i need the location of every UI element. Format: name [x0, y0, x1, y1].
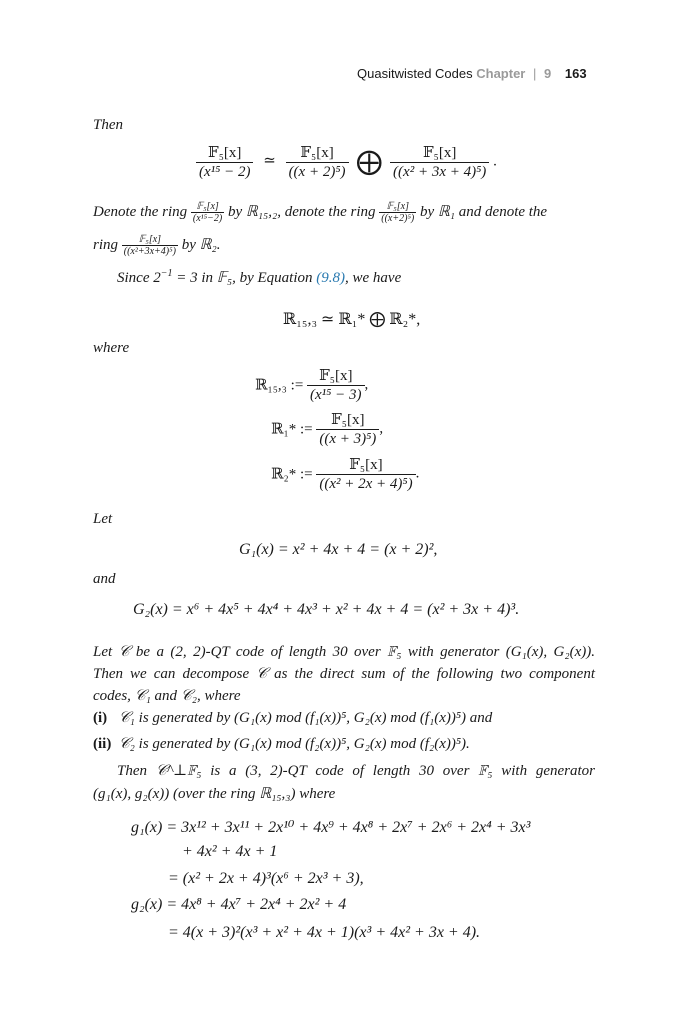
frac-r1	[286, 143, 349, 181]
small-frac-r1-num: 𝔽₅[x]	[386, 201, 409, 212]
def-R1-den: ((x + 3)⁵)	[316, 429, 379, 448]
where-label: where	[93, 340, 130, 356]
frac-r1-num: 𝔽₅[x]	[300, 145, 334, 161]
since-text-4: , we have	[345, 270, 402, 286]
def-R153-lhs: ℝ₁₅,₃ :=	[255, 377, 304, 394]
def-R1-frac	[316, 410, 379, 448]
denote-R152: ℝ₁₅,₂	[245, 203, 278, 220]
denote-text-3: , denote the ring	[277, 203, 376, 220]
small-frac-main-den: (x¹⁵−2)	[192, 213, 223, 224]
ring-by: by	[181, 236, 196, 253]
g2-line2: = 4(x + 3)²(x³ + x² + 4x + 1)(x³ + 4x² + 3x + 4).	[168, 924, 481, 941]
small-frac-r1-den: ((x+2)⁵)	[381, 213, 415, 224]
G1-equation: G₁(x) = x² + 4x + 4 = (x + 2)²,	[239, 541, 438, 558]
frac-r2	[390, 143, 489, 181]
def-R2-den: ((x² + 2x + 4)⁵)	[316, 474, 415, 493]
iso-symbol: ≃	[263, 153, 276, 170]
item-i-label: (i)	[93, 710, 108, 726]
ring-period: .	[216, 236, 221, 253]
let-label: Let	[93, 511, 113, 527]
header-chapter-number: 9	[544, 66, 552, 81]
def-R2-period: .	[415, 465, 420, 482]
item-ii	[93, 735, 470, 753]
dual-para-line1: Then 𝒞^⊥𝔽₅ is a (3, 2)-QT code of length 30 over 𝔽₅ with generator	[117, 763, 595, 779]
ring-R2: ℝ₂	[199, 236, 217, 253]
g1-line1: g₁(x) = 3x¹² + 3x¹¹ + 2x¹⁰ + 4x⁹ + 4x⁸ + 2x⁷ + 2x⁶ + 2x⁴ + 3x³	[131, 819, 531, 836]
item-i-text: 𝒞₁ is generated by (G₁(x) mod (f₁(x))⁵, G₂(x) mod (f₁(x))⁵) and	[118, 710, 493, 726]
small-frac-r2-den: ((x²+3x+4)⁵)	[123, 246, 176, 257]
frac-main-num: 𝔽₅[x]	[208, 145, 242, 161]
header-chapter-label: Chapter	[476, 66, 526, 81]
G2-equation: G₂(x) = x⁶ + 4x⁵ + 4x⁴ + 4x³ + x² + 4x + 4 = (x² + 3x + 4)³.	[133, 601, 520, 618]
dual-para-line2: (g₁(x), g₂(x)) (over the ring ℝ₁₅,₃) where	[93, 786, 336, 802]
equation-ref-link[interactable]: (9.8)	[316, 270, 346, 286]
qt-code-para-line3: codes, 𝒞₁ and 𝒞₂, where	[93, 688, 241, 704]
denote-text-5: and denote the	[458, 203, 548, 220]
frac-r2-num: 𝔽₅[x]	[422, 145, 457, 161]
since-text-2: = 3 in	[176, 270, 214, 286]
main-isomorphism	[196, 143, 497, 181]
since-line	[117, 268, 401, 287]
def-R153-den: (x¹⁵ − 3)	[307, 385, 364, 404]
and-label: and	[93, 571, 116, 587]
since-text-3: , by Equation	[232, 270, 313, 286]
ring-line	[93, 234, 220, 257]
then-label: Then	[93, 117, 123, 133]
frac-main	[196, 143, 253, 181]
since-text-1: Since 2	[117, 270, 161, 286]
def-R1-num: 𝔽₅[x]	[331, 412, 365, 428]
def-R1	[271, 410, 383, 448]
header-title: Quasitwisted Codes	[357, 66, 473, 81]
small-frac-main	[191, 201, 224, 224]
frac-r2-den: ((x² + 3x + 4)⁵)	[390, 162, 489, 181]
def-R153	[255, 366, 368, 404]
since-inverse-sup: −1	[160, 268, 173, 279]
def-R153-num: 𝔽₅[x]	[319, 368, 353, 384]
def-R2-lhs: ℝ₂* :=	[271, 466, 313, 483]
ring-word: ring	[93, 236, 119, 253]
denote-text-2: by	[227, 203, 243, 220]
denote-line	[93, 201, 547, 224]
oplus-symbol: ⨁	[356, 147, 383, 176]
frac-main-den: (x¹⁵ − 2)	[196, 162, 253, 181]
decomposition-eq: ℝ₁₅,₃ ≃ ℝ₁* ⨁ ℝ₂*,	[283, 311, 421, 328]
running-header	[357, 66, 587, 81]
since-F5: 𝔽₅	[216, 270, 233, 286]
qt-code-para-line1: Let 𝒞 be a (2, 2)-QT code of length 30 over 𝔽₅ with generator (G₁(x), G₂(x)).	[93, 644, 595, 660]
def-R1-lhs: ℝ₁* :=	[271, 421, 313, 438]
item-ii-label: (ii)	[93, 736, 112, 752]
header-separator: |	[533, 66, 537, 81]
g1-line2: + 4x² + 4x + 1	[182, 843, 278, 860]
item-i	[93, 709, 492, 727]
item-ii-text: 𝒞₂ is generated by (G₁(x) mod (f₂(x))⁵, G₂(x) mod (f₂(x))⁵).	[118, 736, 470, 752]
denote-text-4: by	[420, 203, 435, 220]
def-R153-frac	[307, 366, 364, 404]
qt-code-para-line2: Then we can decompose 𝒞 as the direct sum of the following two component	[93, 666, 595, 682]
def-R2	[271, 455, 419, 493]
denote-R1: ℝ₁	[437, 203, 456, 220]
small-frac-main-num: 𝔽₅[x]	[196, 201, 219, 212]
def-R2-frac	[316, 455, 415, 493]
denote-text-1: Denote the ring	[93, 203, 188, 220]
period: .	[493, 153, 497, 170]
small-frac-r1	[379, 201, 416, 224]
page-number: 163	[564, 66, 587, 81]
def-R1-comma: ,	[379, 420, 384, 437]
def-R153-comma: ,	[364, 376, 369, 393]
g2-line1: g₂(x) = 4x⁸ + 4x⁷ + 2x⁴ + 2x² + 4	[131, 896, 347, 913]
def-R2-num: 𝔽₅[x]	[349, 457, 383, 473]
small-frac-r2-num: 𝔽₅[x]	[138, 234, 162, 245]
frac-r1-den: ((x + 2)⁵)	[286, 162, 349, 181]
small-frac-r2	[122, 234, 178, 257]
g1-line3: = (x² + 2x + 4)³(x⁶ + 2x³ + 3),	[168, 870, 364, 887]
